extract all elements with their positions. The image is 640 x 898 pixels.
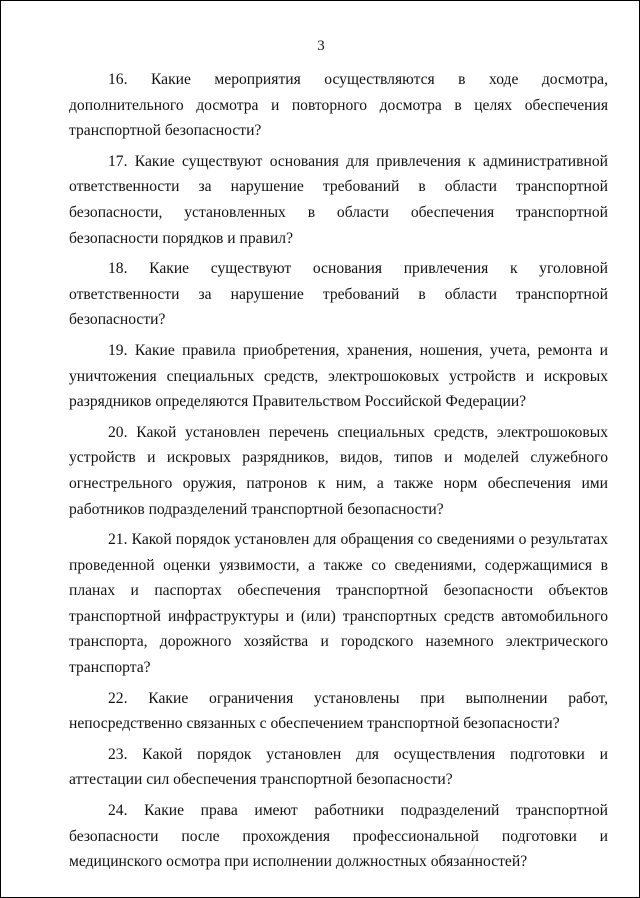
question-21: 21. Какой порядок установлен для обращения со сведениями о результатах проведенной оценки уязвимости, а также со сведениями, содержащимися в планах и паспортах обеспечения транспортной безопасности объектов транспортной инфраструктуры и (или) транспортных средств автомобильного транспорта, дорожного хозяйства и городского наземного электрического транспорта?	[69, 531, 608, 677]
question-19: 19. Какие правила приобретения, хранения, ношения, учета, ремонта и уничтожения специальных средств, электрошоковых устройств и искровых разрядников определяются Правительством Российской Федерации?	[69, 341, 608, 411]
question-20: 20. Какой установлен перечень специальных средств, электрошоковых устройств и искровых разрядников, видов, типов и моделей служебного огнестрельного оружия, патронов к ним, а также норм обеспечения ими работников подразделений транспортной безопасности?	[69, 423, 608, 518]
question-17: 17. Какие существуют основания для привлечения к административной ответственности за нарушение требований в области транспортной безопасности, установленных в области обеспечения транспортной безопасности порядков и правил?	[69, 152, 608, 247]
question-16: 16. Какие мероприятия осуществляются в ходе досмотра, дополнительного досмотра и повторного досмотра в целях обеспечения транспортной безопасности?	[69, 71, 608, 140]
page-number: 3	[317, 38, 325, 54]
question-list	[69, 67, 608, 880]
question-22: 22. Какие ограничения установлены при выполнении работ, непосредственно связанных с обеспечением транспортной безопасности?	[69, 689, 608, 733]
question-23: 23. Какой порядок установлен для осуществления подготовки и аттестации сил обеспечения транспортной безопасности?	[69, 745, 608, 789]
question-24: 24. Какие права имеют работники подразделений транспортной безопасности после прохождения профессиональной подготовки и медицинского осмотра при исполнении должностных обязанностей?	[69, 802, 608, 871]
question-18: 18. Какие существуют основания привлечения к уголовной ответственности за нарушение требований в области транспортной безопасности?	[69, 260, 608, 329]
